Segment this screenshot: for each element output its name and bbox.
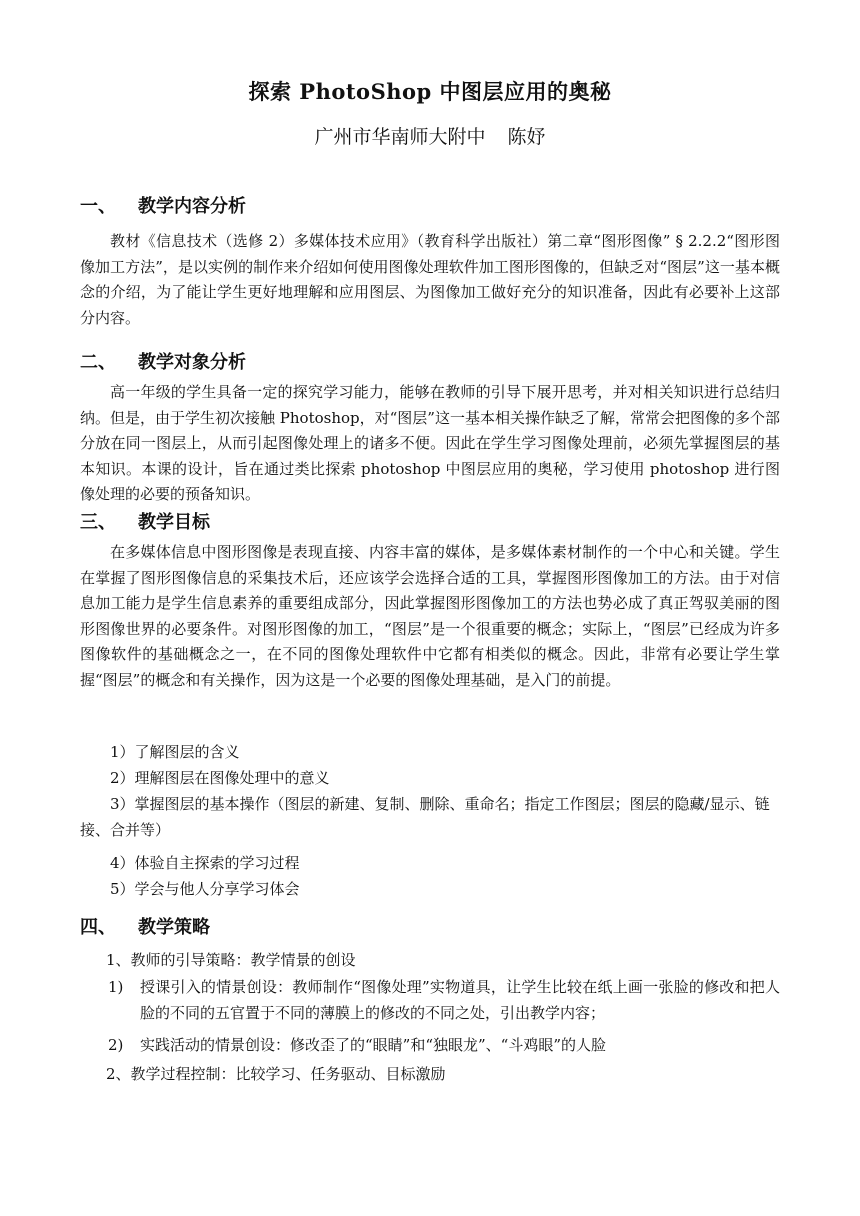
- strategy-item: 2、教学过程控制：比较学习、任务驱动、目标激励: [106, 1065, 446, 1083]
- section-number: 三、: [80, 512, 116, 533]
- section-title: 教学对象分析: [138, 352, 246, 373]
- section-title: 教学策略: [138, 917, 210, 938]
- section-number: 一、: [80, 196, 116, 217]
- goal-item: 5）学会与他人分享学习体会: [110, 880, 300, 898]
- strategy-sub-item: [108, 1033, 780, 1059]
- section-paragraph-3: 在多媒体信息中图形图像是表现直接、内容丰富的媒体，是多媒体素材制作的一个中心和关键。学生在掌握了图形图像信息的采集技术后，还应该学会选择合适的工具，掌握图形图像加工的方法。由于对信息加工能力是学生信息素养的重要组成部分，因此掌握图形图像加工的方法也势必成了真正驾驭美丽的图形图像世界的必要条件。对图形图像的加工，“图层”是一个很重要的概念；实际上，“图层”已经成为许多图像软件的基础概念之一，在不同的图像处理软件中它都有相类似的概念。因此，非常有必要让学生掌握“图层”的概念和有关操作，因为这是一个必要的图像处理基础，是入门的前提。: [80, 543, 780, 689]
- strategy-item: 1、教师的引导策略：教学情景的创设: [106, 951, 356, 969]
- goal-item: 4）体验自主探索的学习过程: [110, 854, 300, 872]
- goal-item: 2）理解图层在图像处理中的意义: [110, 769, 330, 787]
- section-title: 教学目标: [138, 512, 210, 533]
- section-heading-4: [80, 913, 210, 939]
- section-number: 二、: [80, 352, 116, 373]
- document-title: 探索 PhotoShop 中图层应用的奥秘: [248, 79, 612, 104]
- section-heading-3: [80, 508, 210, 534]
- author-name: 陈妤: [507, 126, 546, 148]
- strategy-sub-item: [108, 975, 780, 1026]
- section-paragraph-2: 高一年级的学生具备一定的探究学习能力，能够在教师的引导下展开思考，并对相关知识进行总结归纳。但是，由于学生初次接触 Photoshop，对“图层”这一基本相关操作缺乏了解，常常会把图像的多个部分放在同一图层上，从而引起图像处理上的诸多不便。因此在学生学习图像处理前，必须先掌握图层的基本知识。本课的设计，旨在通过类比探索 photoshop 中图层应用的奥秘，学习使用 photoshop 进行图像处理的必要的预备知识。: [80, 383, 780, 504]
- author-school: 广州市华南师大附中: [314, 126, 486, 148]
- goal-item: 3）掌握图层的基本操作（图层的新建、复制、删除、重命名；指定工作图层；图层的隐藏/显示、链接、合并等）: [80, 795, 770, 839]
- section-heading-2: [80, 348, 246, 374]
- section-paragraph-1: 教材《信息技术（选修 2）多媒体技术应用》（教育科学出版社）第二章“图形图像” § 2.2.2“图形图像加工方法”，是以实例的制作来介绍如何使用图像处理软件加工图形图像的，但缺乏对“图层”这一基本概念的介绍，为了能让学生更好地理解和应用图层、为图像加工做好充分的知识准备，因此有必要补上这部分内容。: [80, 232, 780, 327]
- goal-item: 1）了解图层的含义: [110, 743, 240, 761]
- author-line: [0, 122, 860, 149]
- list-marker: 1): [108, 978, 124, 996]
- list-marker: 2): [108, 1036, 124, 1054]
- section-title: 教学内容分析: [138, 196, 246, 217]
- list-text: 实践活动的情景创设：修改歪了的“眼睛”和“独眼龙”、“斗鸡眼”的人脸: [140, 1036, 607, 1054]
- list-text: 授课引入的情景创设：教师制作“图像处理”实物道具，让学生比较在纸上画一张脸的修改和把人脸的不同的五官置于不同的薄膜上的修改的不同之处，引出教学内容；: [140, 978, 780, 1022]
- section-heading-1: [80, 192, 246, 218]
- section-number: 四、: [80, 917, 116, 938]
